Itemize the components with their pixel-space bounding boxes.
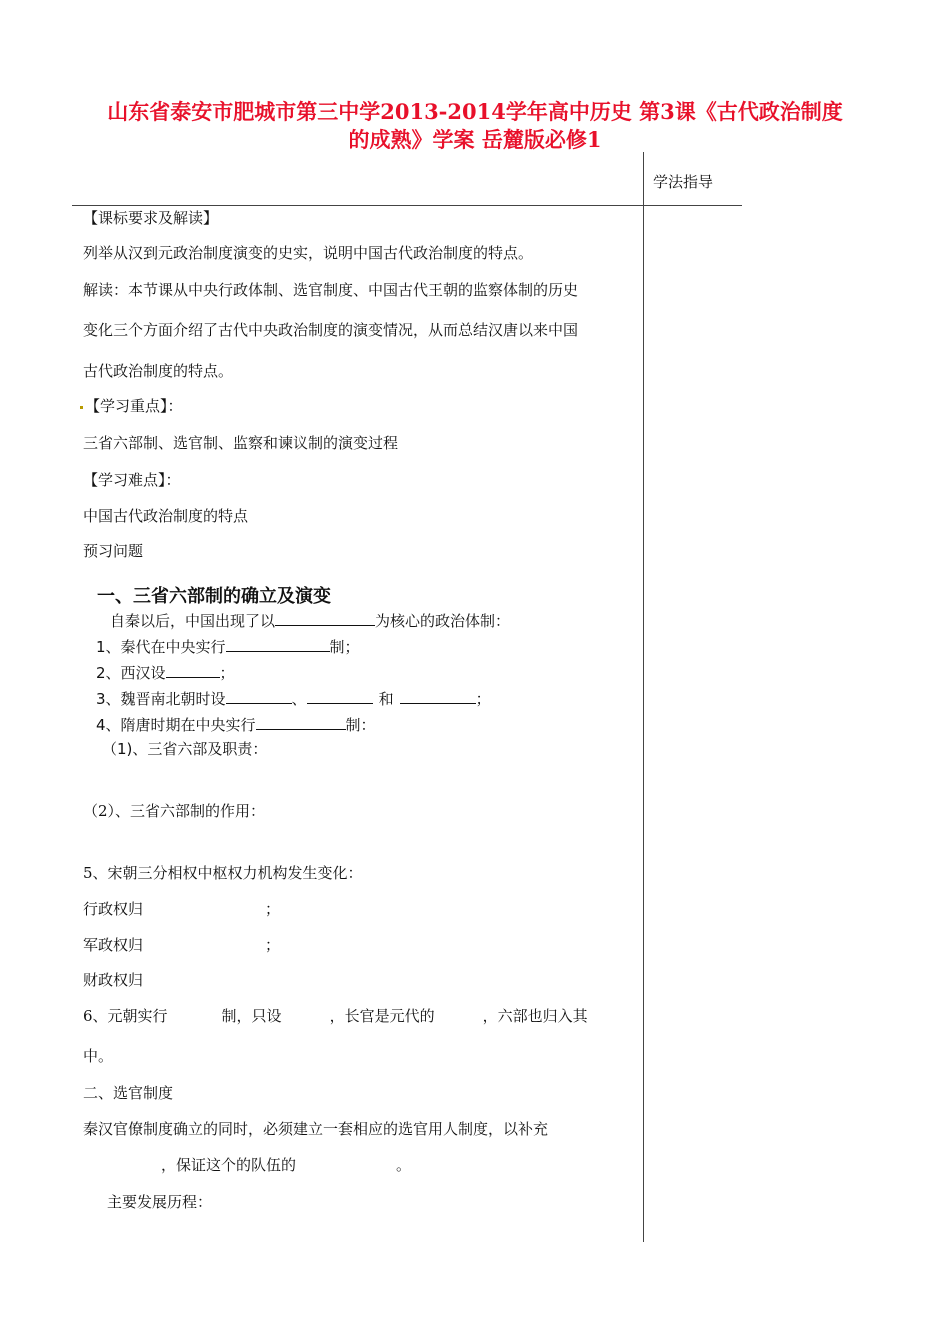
fill-blank[interactable] [226,637,330,652]
section-zhongdian [80,396,183,416]
bullet-dot [80,406,83,409]
side-column-header: 学法指导 [653,173,714,191]
jiedu-line-1: 解读：本节课从中央行政体制、选官制度、中国古代王朝的监察体制的历史 [83,281,579,299]
zhongdian-text: 三省六部制、选官制、监察和谏议制的演变过程 [83,434,399,452]
fill-blank[interactable] [307,689,373,704]
fill-blank[interactable] [256,715,346,730]
section-2-heading: 二、选官制度 [83,1084,174,1102]
question-6-cont: 中。 [83,1047,114,1065]
question-2: （2）、三省六部制的作用： [83,802,266,820]
scanned-question-block [88,578,558,758]
fill-blank[interactable] [166,663,220,678]
fill-blank[interactable] [400,689,476,704]
question-line-1: 1、秦代在中央实行 制； [96,638,360,656]
question-line-3: 3、魏晋南北朝时设 、 和 ； [96,690,491,708]
xingzheng-line: 行政权归 ； [83,900,281,918]
fill-blank[interactable] [275,611,375,626]
junzheng-line: 军政权归 ； [83,936,281,954]
question-line-5: （1)、三省六部及职责： [102,740,268,758]
question-line-2: 2、西汉设 ； [96,664,235,682]
document-title [60,98,890,154]
zhongdian-label: 【学习重点】： [85,397,183,415]
fill-blank[interactable] [226,689,292,704]
kbyq-text: 列举从汉到元政治制度演变的史实，说明中国古代政治制度的特点。 [83,244,534,262]
jiedu-line-2: 变化三个方面介绍了古代中央政治制度的演变情况，从而总结汉唐以来中国 [83,321,579,339]
question-6: 6、元朝实行 制，只设 ，长官是元代的 ，六部也归入其 [83,1007,588,1025]
section-nandian: 【学习难点】： [83,471,181,489]
header-rule [72,205,742,206]
fazhan-heading: 主要发展历程： [107,1193,213,1211]
column-divider [643,152,644,1242]
caizheng-line: 财政权归 [83,971,144,989]
title-line-1: 山东省泰安市肥城市第三中学2013-2014学年高中历史 第3课《古代政治制度 [107,99,843,124]
question-5: 5、宋朝三分相权中枢权力机构发生变化： [83,864,363,882]
section-2-text-1: 秦汉官僚制度确立的同时，必须建立一套相应的选官用人制度，以补充 [83,1120,549,1138]
question-line-0: 自秦以后，中国出现了以 为核心的政治体制： [110,612,511,630]
section-heading-1: 一、三省六部制的确立及演变 [97,586,331,607]
jiedu-line-3: 古代政治制度的特点。 [83,362,234,380]
section-kbyq: 【课标要求及解读】 [83,209,219,227]
section-2-text-2: ，保证这个的队伍的 。 [161,1156,412,1174]
title-line-2: 的成熟》学案 岳麓版必修1 [348,127,602,152]
nandian-text: 中国古代政治制度的特点 [83,507,249,525]
yuxi-heading: 预习问题 [83,542,144,560]
question-line-4: 4、隋唐时期在中央实行 制： [96,716,376,734]
